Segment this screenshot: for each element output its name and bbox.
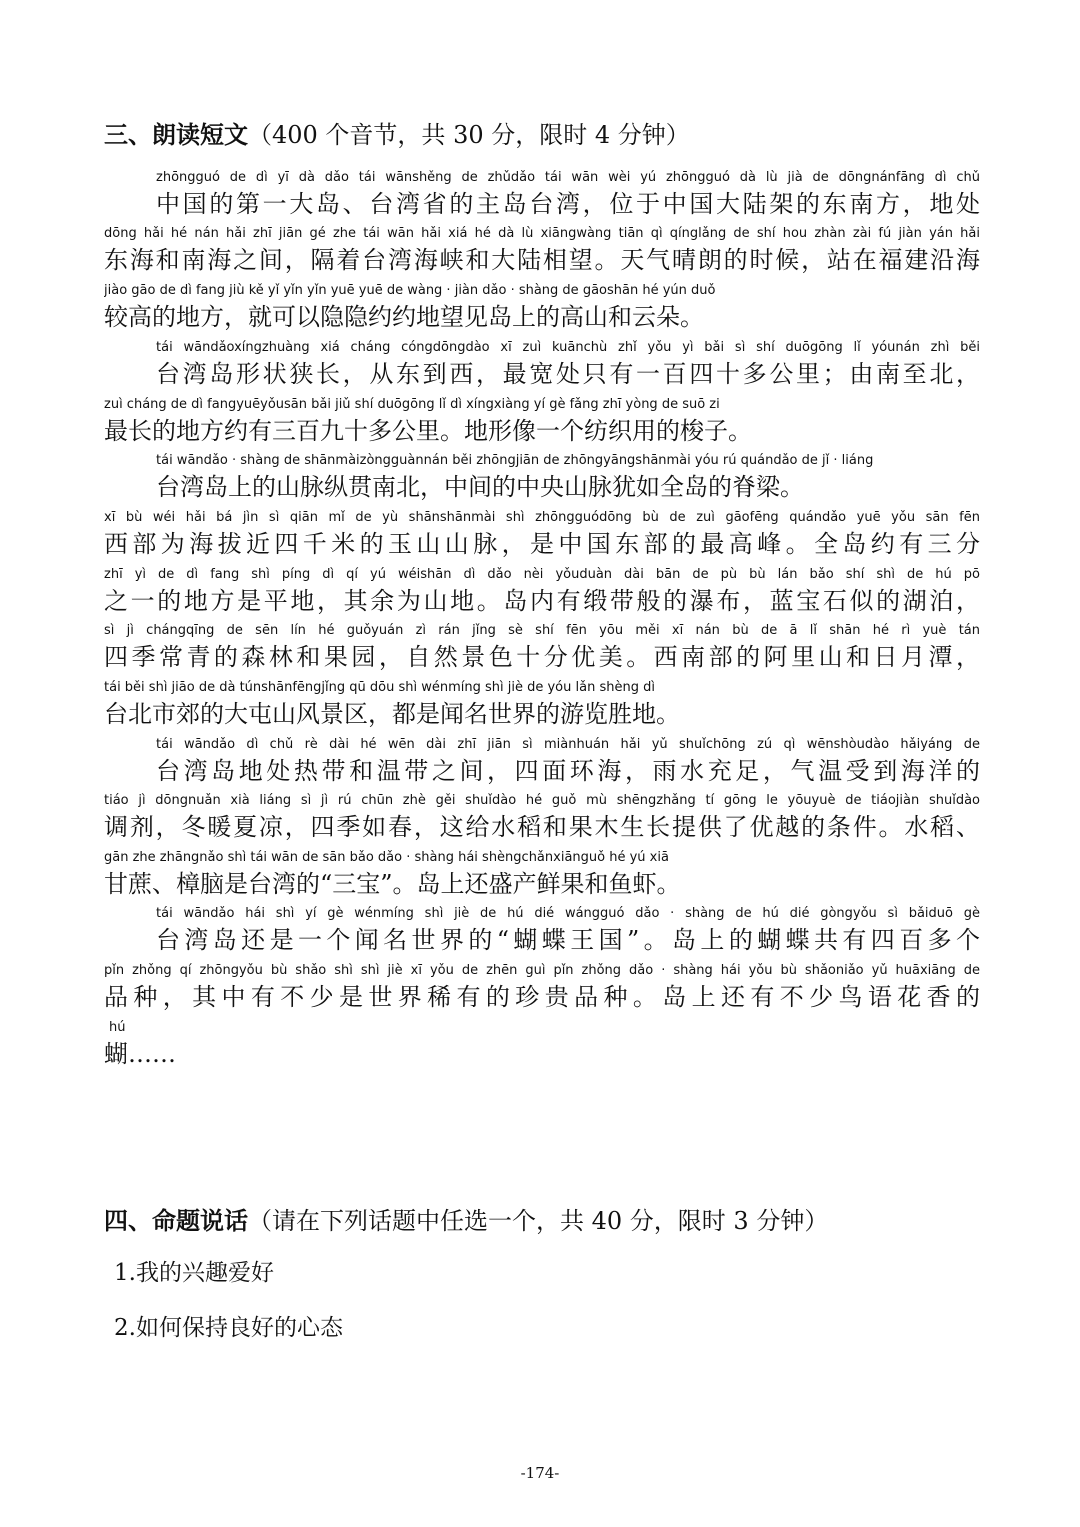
pinyin-line: xī bù wéi hǎi bá jìn sì qiān mǐ de yù shānshānmài shì zhōngguódōng bù de zuì gāofēng quándǎo yuē yǒu sān fēn [104, 510, 980, 525]
hanzi-line: 之一的地方是平地，其余为山地。岛内有缎带般的瀑布，蓝宝石似的湖泊， [104, 587, 980, 615]
pinyin-line: sì jì chángqīng de sēn lín hé guǒyuán zì rán jǐng sè shí fēn yōu měi xī nán bù de ā lǐ shān hé rì yuè tán [104, 623, 980, 638]
hanzi-line: 蝴…… [104, 1040, 176, 1068]
pinyin-line: zhōngguó de dì yī dà dǎo tái wānshěng de zhǔdǎo tái wān wèi yú zhōngguó dà lù jià de dōngnánfāng dì chǔ [156, 170, 980, 185]
passage-line [104, 397, 980, 453]
hanzi-line: 东海和南海之间，隔着台湾海峡和大陆相望。天气晴朗的时候，站在福建沿海 [104, 246, 980, 274]
hanzi-line: 西部为海拔近四千米的玉山山脉，是中国东部的最高峰。全岛约有三分 [104, 530, 980, 558]
passage-line [156, 340, 980, 396]
passage-line [104, 510, 980, 566]
pinyin-line: tái běi shì jiāo de dà túnshānfēngjǐng qū dōu shì wénmíng shì jiè de yóu lǎn shèng dì [104, 680, 655, 695]
hanzi-line: 最长的地方约有三百九十多公里。地形像一个纺织用的梭子。 [104, 417, 752, 445]
passage-line [156, 453, 980, 509]
hanzi-line: 台湾岛还是一个闻名世界的“蝴蝶王国”。岛上的蝴蝶共有四百多个 [156, 926, 980, 954]
hanzi-line: 较高的地方，就可以隐隐约约地望见岛上的高山和云朵。 [104, 303, 704, 331]
hanzi-line: 台湾岛形状狭长，从东到西，最宽处只有一百四十多公里；由南至北， [156, 360, 980, 388]
pinyin-line: tiáo jì dōngnuǎn xià liáng sì jì rú chūn zhè gěi shuǐdào hé guǒ mù shēngzhǎng tí gōng le yōuyuè de tiáojiàn shuǐdào [104, 793, 980, 808]
section-4-heading [104, 1206, 828, 1237]
passage-line [104, 850, 980, 906]
hanzi-line: 台北市郊的大屯山风景区，都是闻名世界的游览胜地。 [104, 700, 680, 728]
topic-item: 1.我的兴趣爱好 [114, 1260, 274, 1286]
page-number: -174- [520, 1464, 560, 1482]
passage-line [104, 1020, 980, 1076]
hanzi-line: 台湾岛上的山脉纵贯南北，中间的中央山脉犹如全岛的脊梁。 [156, 473, 804, 501]
pinyin-line: gān zhe zhāngnǎo shì tái wān de sān bǎo dǎo · shàng hái shèngchǎnxiānguǒ hé yú xiā [104, 850, 669, 865]
passage-line [104, 963, 980, 1019]
pinyin-line: zuì cháng de dì fangyuēyǒusān bǎi jiǔ shí duōgōng lǐ dì xíngxiàng yí gè fǎng zhī yòng de suō zi [104, 397, 720, 412]
passage-line [104, 283, 980, 339]
passage-line [104, 567, 980, 623]
section-3-note: （400 个音节，共 30 分，限时 4 分钟） [248, 121, 690, 149]
pinyin-line: dōng hǎi hé nán hǎi zhī jiān gé zhe tái wān hǎi xiá hé dà lù xiāngwàng tiān qì qínglǎng de shí hou zhàn zài fú jiàn yán hǎi [104, 226, 980, 241]
pinyin-line: hú [109, 1020, 126, 1035]
hanzi-line: 台湾岛地处热带和温带之间，四面环海，雨水充足，气温受到海洋的 [156, 757, 980, 785]
pinyin-line: tái wāndǎo hái shì yí gè wénmíng shì jiè de hú dié wángguó dǎo · shàng de hú dié gòngyǒu sì bǎiduō gè [156, 906, 980, 921]
passage-line [156, 906, 980, 962]
pinyin-line: tái wāndǎo dì chǔ rè dài hé wēn dài zhī jiān sì miànhuán hǎi yǔ shuǐchōng zú qì wēnshòudào hǎiyáng de [156, 737, 980, 752]
passage-line [156, 170, 980, 226]
passage-line [104, 793, 980, 849]
section-3-title: 三、朗读短文 [104, 121, 248, 149]
section-4-title: 四、命题说话 [104, 1207, 248, 1235]
passage-line [156, 737, 980, 793]
pinyin-line: tái wāndǎo · shàng de shānmàizòngguànnán běi zhōngjiān de zhōngyāngshānmài yóu rú quándǎo de jǐ · liáng [156, 453, 874, 468]
pinyin-line: jiào gāo de dì fang jiù kě yǐ yǐn yǐn yuē yuē de wàng · jiàn dǎo · shàng de gāoshān hé yún duǒ [104, 283, 716, 298]
pinyin-line: tái wāndǎoxíngzhuàng xiá cháng cóngdōngdào xī zuì kuānchù zhǐ yǒu yì bǎi sì shí duōgōng lǐ yóunán zhì běi [156, 340, 980, 355]
pinyin-line: zhī yì de dì fang shì píng dì qí yú wéishān dì dǎo nèi yǒuduàn dài bān de pù bù lán bǎo shí shì de hú pō [104, 567, 980, 582]
passage-line [104, 680, 980, 736]
hanzi-line: 品种，其中有不少是世界稀有的珍贵品种。岛上还有不少鸟语花香的 [104, 983, 980, 1011]
section-4-note: （请在下列话题中任选一个，共 40 分，限时 3 分钟） [248, 1207, 829, 1235]
hanzi-line: 四季常青的森林和果园，自然景色十分优美。西南部的阿里山和日月潭， [104, 643, 980, 671]
topic-item: 2.如何保持良好的心态 [114, 1315, 343, 1341]
hanzi-line: 中国的第一大岛、台湾省的主岛台湾，位于中国大陆架的东南方，地处 [156, 190, 980, 218]
pinyin-line: pǐn zhǒng qí zhōngyǒu bù shǎo shì shì jiè xī yǒu de zhēn guì pǐn zhǒng dǎo · shàng hái yǒu bù shǎoniǎo yǔ huāxiāng de [104, 963, 980, 978]
hanzi-line: 甘蔗、樟脑是台湾的“三宝”。岛上还盛产鲜果和鱼虾。 [104, 870, 681, 898]
hanzi-line: 调剂，冬暖夏凉，四季如春，这给水稻和果木生长提供了优越的条件。水稻、 [104, 813, 980, 841]
passage-line [104, 623, 980, 679]
passage-line [104, 226, 980, 282]
section-3-heading [104, 120, 690, 151]
